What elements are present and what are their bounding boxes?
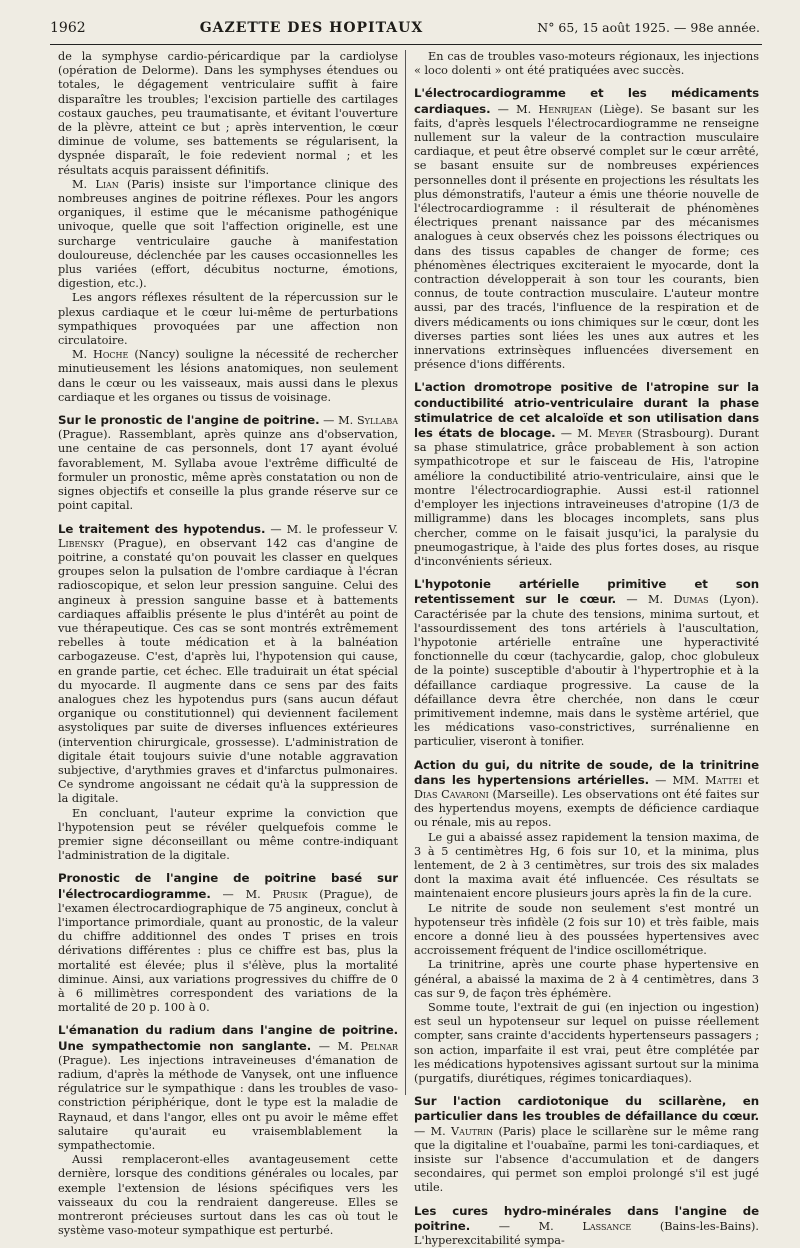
section-text: (Prague), en observant 142 cas d'angine de poitrine, a constaté qu'on pouvait les classer en quelques groupes selon la pulsation de l'ombre cardiaque à l'écran radioscopique, et selon leur pression sanguine. Celui des angineux à pression sanguine basse et à battements cardiaques affaiblis présente le plus d'intérêt au point de vue thérapeutique. Ces cas se sont montrés extrêmement rebelles à toute médication et à la balnéation carbogazeuse. C'est, d'après lui, l'hypotension qui cause, en grande partie, cet échec. Elle traduirait un état spécial du myocarde. Il augmente dans ce sens par des faits analogues chez les hypotendus purs (sans aucun défaut organique ou constitutionnel) qui deviennent facilement asystoliques par suite de diverses influences extérieures (intervention chirurgicale, grossesse). L'administration de digitale était toujours suivie d'une notable aggravation subjective, d'arythmies graves et d'infarctus pulmonaires. Ce syndrome angoissant ne cédait qu'à la suppression de la digitale. (58, 536, 398, 806)
separator: — MM. (649, 773, 706, 787)
separator: — M. (319, 414, 357, 428)
column-divider (405, 50, 406, 1095)
author-name: Pelnar (360, 1039, 398, 1053)
journal-title: GAZETTE DES HOPITAUX (199, 20, 424, 36)
separator: — M. (616, 593, 674, 607)
section-vautrin (414, 1094, 759, 1195)
paragraph: La trinitrine, après une courte phase hypertensive en général, a abaissé la maxima de 2 à 4 centimètres, dans 3 cas sur 9, de façon très éphémère. (414, 958, 759, 1000)
paragraph: En cas de troubles vaso-moteurs régionaux, les injections « loco dolenti » ont été pratiquées avec succès. (414, 50, 759, 78)
right-column (414, 50, 759, 1248)
section-text: (Prague). Les injections intraveineuses d'émanation de radium, d'après la méthode de Vanysek, ont une influence régulatrice sur le sympathique : dans les troubles de vaso-constriction périphérique, dont le type est la maladie de Raynaud, et dans l'angor, elles ont pu avoir le même effet salutaire qu'aurait eu vraisemblablement la sympathectomie. (58, 1053, 398, 1153)
section-text: (Prague). Rassemblant, après quinze ans d'observation, une centaine de cas personnels, dont 17 ayant évolué favorablement, M. Syllaba avoue l'extrême difficulté de formuler un pronostic, même après constatation ou non de signes objectifs et conseille la plus grande réserve sur ce point capital. (58, 428, 398, 513)
author-name: Prusik (272, 887, 308, 901)
separator: — M. (555, 427, 598, 441)
section-title: Le traitement des hypotendus. (58, 521, 266, 536)
author-name: Meyer (597, 427, 633, 441)
paragraph: Aussi remplaceront-elles avantageusement cette dernière, lorsque des conditions générales ou locales, par exemple l'extension de lésions spécifiques vers les vaisseaux du cou la rendraient dangereuse. Elles se montreront précieuses surtout dans les cas où tout le système vaso-moteur sympathique est perturbé. (58, 1153, 398, 1238)
section-text: (Prague), de l'examen électrocardiographique de 75 angineux, conclut à l'importance primordiale, quant au pronostic, de la valeur du chiffre additionnel des ondes T prises en trois dérivations différentes : plus ce chiffre est bas, plus la mortalité est élevée; plus il s'élève, plus la mortalité diminue. Ainsi, aux variations progressives du chiffre de 0 à 6 millimètres correspondent des variations de la mortalité de 20 p. 100 à 0. (58, 887, 398, 1015)
page-number: 1962 (50, 20, 86, 36)
section-title: Sur l'action cardiotonique du scillarène, en particulier dans les troubles de défaillance du cœur. (414, 1094, 759, 1124)
paragraph: de la symphyse cardio-péricardique par la cardiolyse (opération de Delorme). Dans les symphyses étendues ou totales, le dégagement ventriculaire suffit à faire disparaître les troubles; l'excision partielle des cartilages costaux gauches, peu traumatisante, et évitant l'ouverture de la plèvre, atteint ce but ; après intervention, le cœur diminue de volume, ses battements se régularisent, la dyspnée disparaît, le foie redevient normal ; et les résultats acquis paraissent définitifs. (58, 50, 398, 177)
section-text: (Lyon). Caractérisée par la chute des tensions, minima surtout, et l'assourdissement des tons artériels à l'auscultation, l'hypotonie artérielle entraîne une hyperactivité fonctionnelle du cœur (tachycardie, galop, choc globuleux de la pointe) susceptible d'aboutir à l'hypertrophie et à la défaillance cardiaque progressive. La cause de la défaillance devra être cherchée, non dans le cœur primitivement indemne, mais dans le système artériel, que les médications vaso-constrictives, surrénalienne en particulier, viseront à tonifier. (414, 593, 760, 749)
paragraph: Somme toute, l'extrait de gui (en injection ou ingestion) est seul un hypotenseur sur lequel on puisse réellement compter, sans crainte d'accidents hypertenseurs passagers ; son action, imparfaite il est vrai, peut être complétée par les médications hypotensives agissant surtout sur la minima (purgatifs, diurétiques, régimes tonicardiaques). (414, 1001, 759, 1086)
author-name: Mattei (705, 773, 742, 787)
section-title: Action du gui, du nitrite de soude, de la trinitrine dans les hypertensions artérielles. (414, 757, 759, 787)
paragraph: Les angors réflexes résultent de la répercussion sur le plexus cardiaque et le cœur lui-même de perturbations sympathiques provoquées par une affection non circulatoire. (58, 291, 398, 348)
paragraph (58, 178, 398, 292)
section-title: Sur le pronostic de l'angine de poitrine. (58, 413, 320, 428)
separator: et (741, 773, 759, 787)
separator: — M. (311, 1039, 361, 1053)
paragraph: Le gui a abaissé assez rapidement la tension maxima, de 3 à 5 centimètres Hg, 6 fois sur 10, et la minima, plus lentement, de 2 à 3 centimètres, sur trois des six malades dont la maxima avait été influencée. Ces résultats se maintenaient encore plusieurs jours après la fin de la cure. (414, 830, 759, 901)
paragraph-text: (Paris) insiste sur l'importance clinique des nombreuses angines de poitrine réflexes. Pour les angors organiques, il estime que le mécanisme pathogénique univoque, quelle que soit l'affection originelle, est une surcharge ventriculaire gauche à manifestation douloureuse, déclenchée par les causes occasionnelles les plus variées (effort, décubitus nocturne, émotions, digestion, etc.). (58, 177, 398, 291)
author-name: Vautrin (450, 1124, 494, 1138)
left-column (58, 50, 398, 1238)
separator: — M. (470, 1219, 583, 1233)
author-name: Dias Cavaroni (414, 787, 489, 801)
section-mattei (414, 758, 759, 831)
section-title: L'hypotonie artérielle primitive et son retentissement sur le cœur. (414, 577, 759, 607)
paragraph: En concluant, l'auteur exprime la conviction que l'hypotension peut se révéler quelquefois comme le premier signe déconseillant ou même contre-indiquant l'administration de la digitale. (58, 806, 398, 863)
section-text: (Marseille). Les observations ont été faites sur des hypertendus moyens, exempts de déficience cardiaque ou rénale, mis au repos. (414, 787, 759, 830)
paragraph (58, 348, 398, 405)
author-name: M. Lian (72, 177, 119, 191)
section-henrijean (414, 86, 759, 372)
section-pelnar (58, 1023, 398, 1153)
section-text: (Bains-les-Bains). L'hyperexcitabilité sympa- (414, 1219, 760, 1248)
section-prusik (58, 871, 398, 1015)
separator: — M. (210, 887, 273, 901)
section-title: Pronostic de l'angine de poitrine basé sur l'électrocardiogramme. (58, 871, 398, 901)
author-name: Syllaba (356, 414, 399, 428)
paragraph: Le nitrite de soude non seulement s'est montré un hypotenseur très infidèle (2 fois sur 10) et très faible, mais encore a donné lieu à des poussées hypertensives avec accroissement fréquent de l'indice oscillométrique. (414, 901, 759, 958)
section-libensky (58, 522, 398, 807)
section-title: L'électrocardiogramme et les médicaments cardiaques. (414, 86, 759, 116)
section-title: L'émanation du radium dans l'angine de poitrine. Une sympathectomie non sanglante. (58, 1023, 398, 1053)
header-rule (50, 44, 762, 45)
section-title: L'action dromotrope positive de l'atropine sur la conductibilité atrio-ventriculaire durant la phase stimulatrice de cet alcaloïde et son utilisation dans les états de blocage. (414, 380, 759, 441)
section-dumas (414, 577, 759, 749)
page-header (50, 20, 760, 42)
section-text: (Liège). Se basant sur les faits, d'après lesquels l'électrocardiogramme ne renseigne nullement sur la valeur de la contraction musculaire cardiaque, et peut être observé complet sur le cœur arrêté, se basant ensuite sur de nombreuses expériences personnelles dont il présente en projections les résultats les plus démonstratifs, l'auteur a émis une théorie nouvelle de l'électrocardiogramme : il résulterait de phénomènes électriques prenant naissance par des mécanismes analogues à ceux observés chez les poissons électriques ou dans des tissus capables de changer de forme; ces phénomènes électriques exciteraient le myocarde, dont la contraction développerait à son tour les courants, bien connus, de toute contraction musculaire. L'auteur montre aussi, par des tracés, l'influence de la respiration et de divers médicaments ou ions chimiques sur le cœur, dont les diverses parties sont liées les unes aux autres et les innervations extrinsèques influencées diversement en présence d'ions différents. (414, 102, 759, 372)
separator: — M. le professeur V. (265, 522, 398, 536)
separator: — M. (414, 1124, 451, 1138)
section-text: (Paris) place le scillarène sur le même rang que la digitaline et l'ouabaïne, parmi les toni-cardiaques, et insiste sur l'absence d'accumulation et de dangers secondaires, qui permet son emploi prolongé s'il est jugé utile. (414, 1124, 759, 1195)
section-syllaba (58, 413, 398, 513)
section-text: (Strasbourg). Durant sa phase stimulatrice, grâce probablement à son action sympathicotrope et sur le faisceau de His, l'atropine améliore la conductibilité atrio-ventriculaire, ainsi que le montre l'électrocardiographie. Aussi est-il rationnel d'employer les injections intraveineuses d'atropine (1/3 de milligramme) dans les blocages incomplets, sans plus chercher, comme on le faisait jusqu'ici, la paralysie du pneumogastrique, à l'aide des plus fortes doses, au risque d'inconvénients sérieux. (414, 427, 760, 568)
issue-info: N° 65, 15 août 1925. — 98e année. (537, 20, 760, 35)
author-name: M. Hoche (72, 348, 129, 362)
author-name: Lassance (582, 1219, 632, 1233)
separator: — M. (490, 102, 539, 116)
paragraph-text: (Nancy) souligne la nécessité de rechercher minutieusement les lésions anatomiques, non seulement dans le cœur ou les vaisseaux, mais aussi dans le plexus cardiaque et les organes ou tissus de voisinage. (58, 348, 399, 404)
section-title: Les cures hydro-minérales dans l'angine de poitrine. (414, 1203, 759, 1233)
author-name: Henrijean (538, 102, 593, 116)
author-name: Dumas (673, 593, 709, 607)
author-name: Libensky (58, 536, 104, 550)
section-meyer (414, 380, 759, 569)
section-lassance (414, 1204, 759, 1248)
